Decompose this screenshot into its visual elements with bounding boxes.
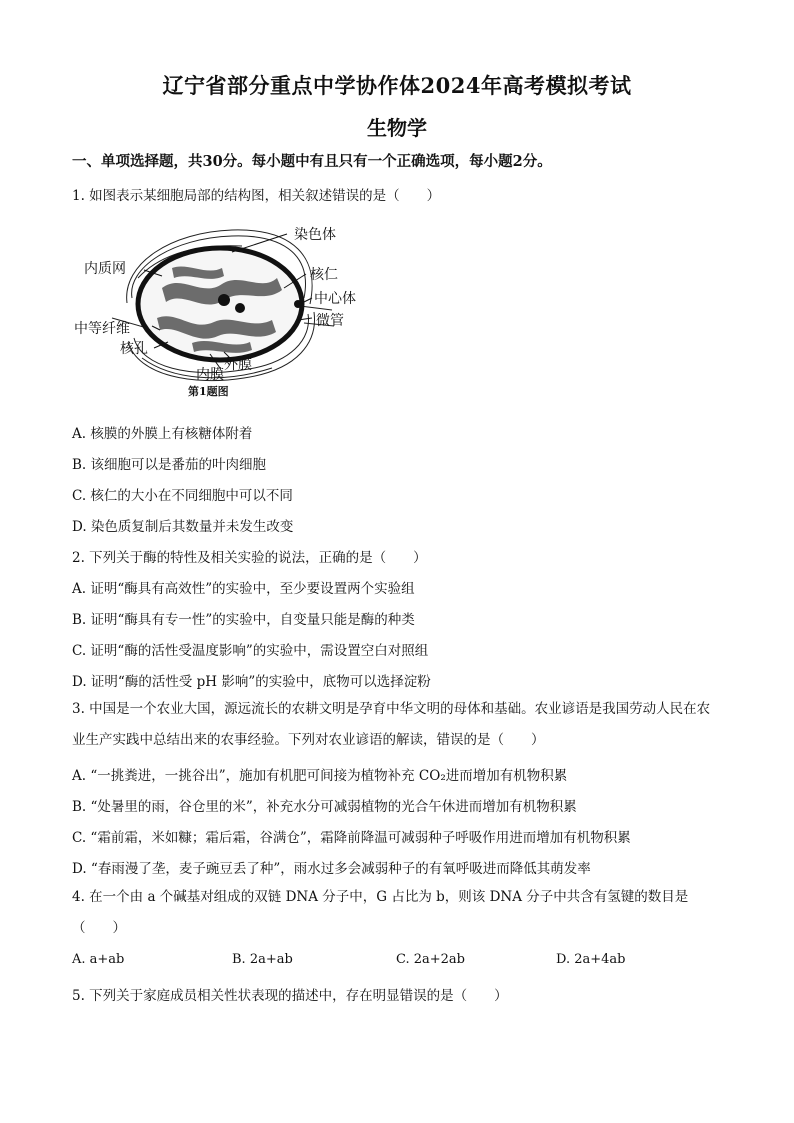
question-1-figure [72, 218, 372, 403]
label-inner-membrane: 内膜 [196, 367, 224, 383]
question-3-stem: 3. 中国是一个农业大国，源远流长的农耕文明是孕育中华文明的母体和基础。农业谚语是我国劳动人民在农业生产实践中总结出来的农事经验。下列对农业谚语的解读，错误的是（ ） [72, 701, 711, 748]
q4-option-c: C. 2a+2ab [396, 952, 466, 967]
q2-option-b: B. 证明“酶具有专一性”的实验中，自变量只能是酶的种类 [72, 612, 415, 628]
q4-option-b: B. 2a+ab [232, 952, 293, 967]
q3-option-d: D. “春雨漫了垄，麦子豌豆丢了种”，雨水过多会减弱种子的有氧呼吸进而降低其萌发率 [72, 861, 591, 877]
q3-option-b: B. “处暑里的雨，谷仓里的米”，补充水分可减弱植物的光合午休进而增加有机物积累 [72, 799, 577, 815]
question-1-stem: 1. 如图表示某细胞局部的结构图，相关叙述错误的是（ ） [72, 188, 441, 204]
q2-option-c: C. 证明“酶的活性受温度影响”的实验中，需设置空白对照组 [72, 643, 429, 659]
figure-caption: 第1题图 [188, 385, 229, 398]
q1-option-c: C. 核仁的大小在不同细胞中可以不同 [72, 488, 293, 504]
label-intermediate-filament: 中等纤维 [74, 321, 130, 337]
subject-title: 生物学 [367, 116, 427, 140]
question-2-stem: 2. 下列关于酶的特性及相关实验的说法，正确的是（ ） [72, 550, 427, 566]
label-chromosome: 染色体 [294, 227, 336, 243]
question-5-stem: 5. 下列关于家庭成员相关性状表现的描述中，存在明显错误的是（ ） [72, 988, 508, 1004]
q1-option-d: D. 染色质复制后其数量并未发生改变 [72, 519, 294, 535]
q3-option-c: C. “霜前霜，米如糠；霜后霜，谷满仓”，霜降前降温可减弱种子呼吸作用进而增加有机物积累 [72, 830, 631, 846]
question-4-stem: 4. 在一个由 a 个碱基对组成的双链 DNA 分子中，G 占比为 b，则该 DNA 分子中共含有氢键的数目是（ ） [72, 889, 689, 936]
label-nucleolus: 核仁 [310, 267, 338, 283]
label-centrosome: 中心体 [314, 291, 356, 307]
section-heading: 一、单项选择题，共30分。每小题中有且只有一个正确选项，每小题2分。 [72, 153, 552, 170]
label-nuclear-pore: 核孔 [120, 341, 148, 357]
q2-option-d: D. 证明“酶的活性受 pH 影响”的实验中，底物可以选择淀粉 [72, 674, 431, 690]
exam-title: 辽宁省部分重点中学协作体2024年高考模拟考试 [162, 73, 632, 98]
q1-option-b: B. 该细胞可以是番茄的叶肉细胞 [72, 457, 267, 473]
q2-option-a: A. 证明“酶具有高效性”的实验中，至少要设置两个实验组 [72, 581, 415, 597]
label-outer-membrane: 外膜 [224, 357, 252, 373]
q1-option-a: A. 核膜的外膜上有核糖体附着 [72, 426, 253, 442]
label-endoplasmic-reticulum: 内质网 [84, 261, 126, 277]
q3-option-a: A. “一挑粪进，一挑谷出”，施加有机肥可间接为植物补充 CO₂进而增加有机物积累 [72, 768, 568, 784]
nucleolus-2 [235, 303, 245, 313]
nucleolus-1 [218, 294, 230, 306]
q4-option-d: D. 2a+4ab [556, 952, 626, 967]
q4-option-a: A. a+ab [72, 952, 125, 967]
label-microtubule: 微管 [316, 313, 344, 329]
